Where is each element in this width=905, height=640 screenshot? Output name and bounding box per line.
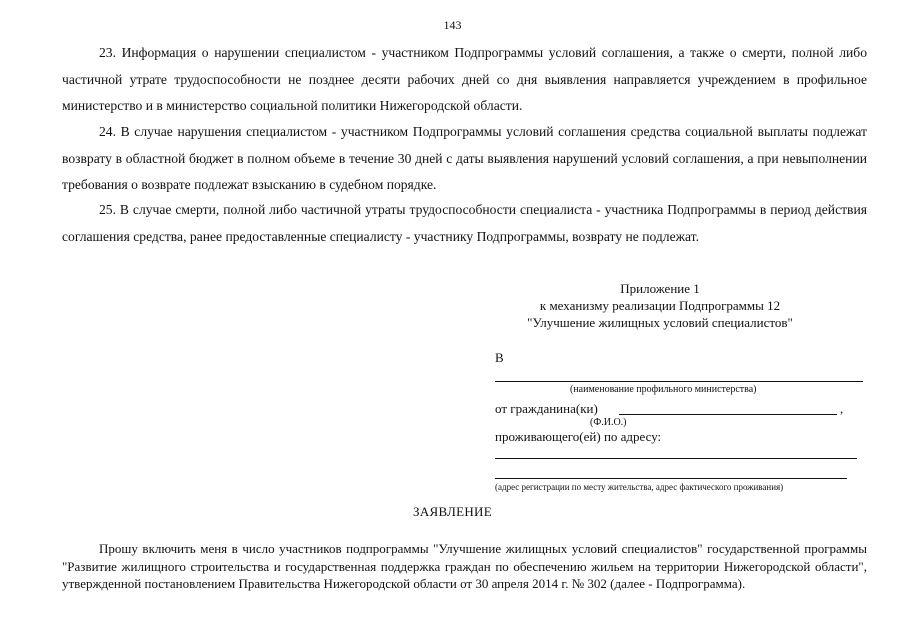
fio-line bbox=[619, 414, 837, 415]
address-label: проживающего(ей) по адресу: bbox=[495, 429, 662, 444]
address-caption: (адрес регистрации по месту жительства, адрес фактического проживания) bbox=[495, 482, 784, 492]
citizen-label: от гражданина(ки) bbox=[495, 401, 598, 416]
appendix-line-3: "Улучшение жилищных условий специалистов" bbox=[527, 315, 793, 330]
fio-comma: , bbox=[840, 401, 844, 416]
address-line-1 bbox=[495, 458, 857, 459]
ministry-line bbox=[495, 381, 863, 382]
document-title: ЗАЯВЛЕНИЕ bbox=[413, 504, 492, 519]
ministry-caption: (наименование профильного министерства) bbox=[570, 384, 757, 395]
appendix-header bbox=[490, 280, 830, 331]
statement-text: Прошу включить меня в число участников подпрограммы "Улучшение жилищных условий специалистов" государственной программы "Развитие жилищного строительства и государственная поддержка граждан по обеспечению жильем на территории Нижегородской области", утвержденной постановлением Правительства Нижегородской области от 30 апреля 2014 г. № 302 (далее - Подпрограмма). bbox=[62, 541, 867, 591]
appendix-line-1: Приложение 1 bbox=[620, 281, 700, 296]
appendix-line-2: к механизму реализации Подпрограммы 12 bbox=[539, 298, 781, 313]
to-label: В bbox=[495, 350, 504, 365]
paragraph-25: 25. В случае смерти, полной либо частичной утраты трудоспособности специалиста - участника Подпрограммы в период действия соглашения средства, ранее предоставленные специалисту - участнику Подпрограммы, возврату не подлежат. bbox=[62, 202, 867, 244]
page-number: 143 bbox=[443, 18, 462, 32]
paragraph-23: 23. Информация о нарушении специалистом - участником Подпрограммы условий соглашения, а также о смерти, полной либо частичной утрате трудоспособности не позднее десяти рабочих дней со дня выявления направляется учреждением в профильное министерство и в министерство социальной политики Нижегородской области. bbox=[62, 45, 867, 113]
paragraph-24: 24. В случае нарушения специалистом - участником Подпрограммы условий соглашения средства социальной выплаты подлежат возврату в областной бюджет в полном объеме в течение 30 дней с даты выявления нарушений условий соглашения, а при невыполнении требования о возврате подлежат взысканию в судебном порядке. bbox=[62, 124, 867, 192]
fio-caption: (Ф.И.О.) bbox=[590, 417, 627, 428]
address-line-2 bbox=[495, 478, 847, 479]
